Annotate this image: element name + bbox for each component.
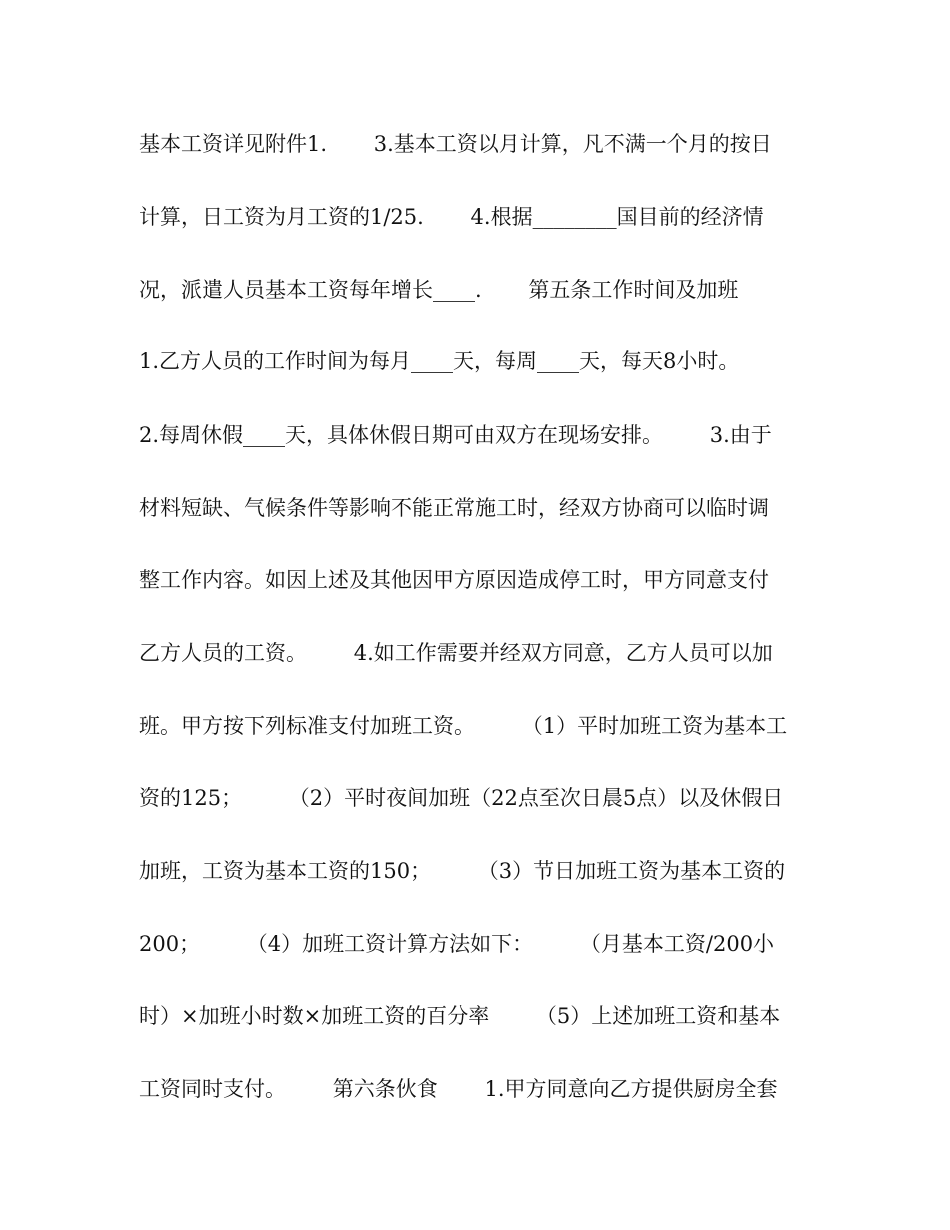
- text-line: 班。甲方按下列标准支付加班工资。 （1）平时加班工资为基本工: [139, 714, 788, 738]
- text-line: 2.每周休假____天，具体休假日期可由双方在现场安排。 3.由于: [139, 423, 772, 447]
- text-line: 计算，日工资为月工资的1/25. 4.根据________国目前的经济情: [139, 205, 764, 229]
- text-line: 1.乙方人员的工作时间为每月____天，每周____天，每天8小时。: [139, 349, 740, 373]
- text-line: 时）×加班小时数×加班工资的百分率 （5）上述加班工资和基本: [139, 1004, 781, 1028]
- text-line: 工资同时支付。 第六条伙食 1.甲方同意向乙方提供厨房全套: [139, 1077, 778, 1101]
- text-line: 乙方人员的工资。 4.如工作需要并经双方同意，乙方人员可以加: [139, 641, 773, 665]
- text-line: 加班，工资为基本工资的150； （3）节日加班工资为基本工资的: [139, 859, 786, 883]
- text-line: 况，派遣人员基本工资每年增长____. 第五条工作时间及加班: [139, 278, 739, 302]
- text-line: 材料短缺、气候条件等影响不能正常施工时，经双方协商可以临时调: [139, 496, 769, 520]
- text-line: 资的125； （2）平时夜间加班（22点至次日晨5点）以及休假日: [139, 786, 784, 810]
- text-line: 整工作内容。如因上述及其他因甲方原因造成停工时，甲方同意支付: [139, 568, 769, 592]
- text-line: 基本工资详见附件1. 3.基本工资以月计算，凡不满一个月的按日: [139, 132, 772, 156]
- text-line: 200； （4）加班工资计算方法如下： （月基本工资/200小: [139, 932, 775, 956]
